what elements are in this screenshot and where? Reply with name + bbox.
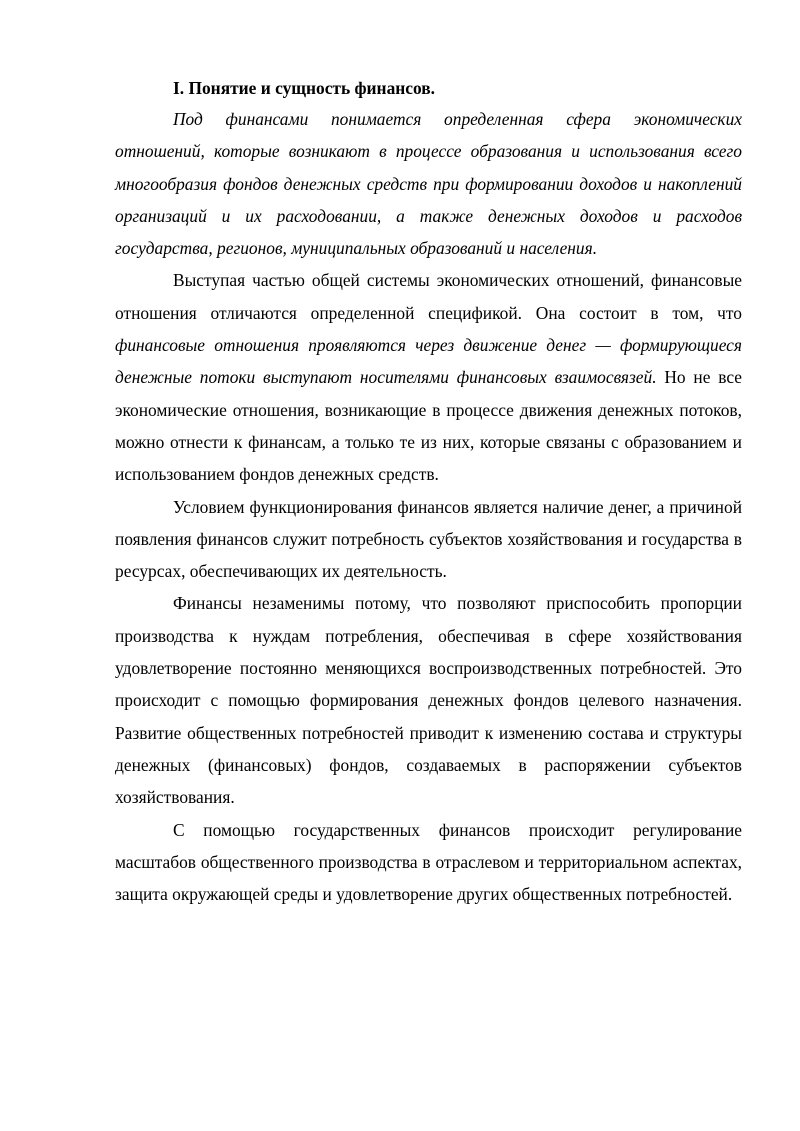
- document-page: [115, 76, 742, 910]
- paragraph-indispensability: Финансы незаменимы потому, что позволяют приспособить пропорции производства к нуждам потребления, обеспечивая в сфере хозяйствования удовлетворение постоянно меняющихся воспроизводственных потребностей. Это происходит с помощью формирования денежных фондов целевого назначения. Развитие общественных потребностей приводит к изменению состава и структуры денежных (финансовых) фондов, создаваемых в распоряжении субъектов хозяйствования.: [115, 593, 742, 808]
- paragraph-specifics-text-2: Но не все экономические отношения, возникающие в процессе движения денежных потоков, можно отнести к финансам, а только те из них, которые связаны с образованием и использованием фондов денежных средств.: [115, 367, 742, 485]
- paragraph-state-finance: С помощью государственных финансов происходит регулирование масштабов общественного производства в отраслевом и территориальном аспектах, защита окружающей среды и удовлетворение других общественных потребностей.: [115, 819, 742, 905]
- paragraph-conditions: Условием функционирования финансов является наличие денег, а причиной появления финансов служит потребность субъектов хозяйствования и государства в ресурсах, обеспечивающих их деятельность.: [115, 496, 742, 582]
- paragraph-definition: Под финансами понимается определенная сфера экономических отношений, которые возникают в процессе образования и использования всего многообразия фондов денежных средств при формировании доходов и накоплений организаций и их расходовании, а также денежных доходов и расходов государства, регионов, муниципальных образований и населения.: [115, 109, 742, 259]
- paragraph-specifics-emphasis: финансовые отношения проявляются через движение денег — формирующиеся денежные потоки выступают носителями финансовых взаимосвязей.: [115, 335, 742, 388]
- paragraph-specifics-text-1: Выступая частью общей системы экономических отношений, финансовые отношения отличаются определенной спецификой. Она состоит в том, что: [115, 270, 742, 323]
- section-heading: I. Понятие и сущность финансов.: [173, 78, 436, 98]
- paragraph-specifics: [115, 264, 742, 490]
